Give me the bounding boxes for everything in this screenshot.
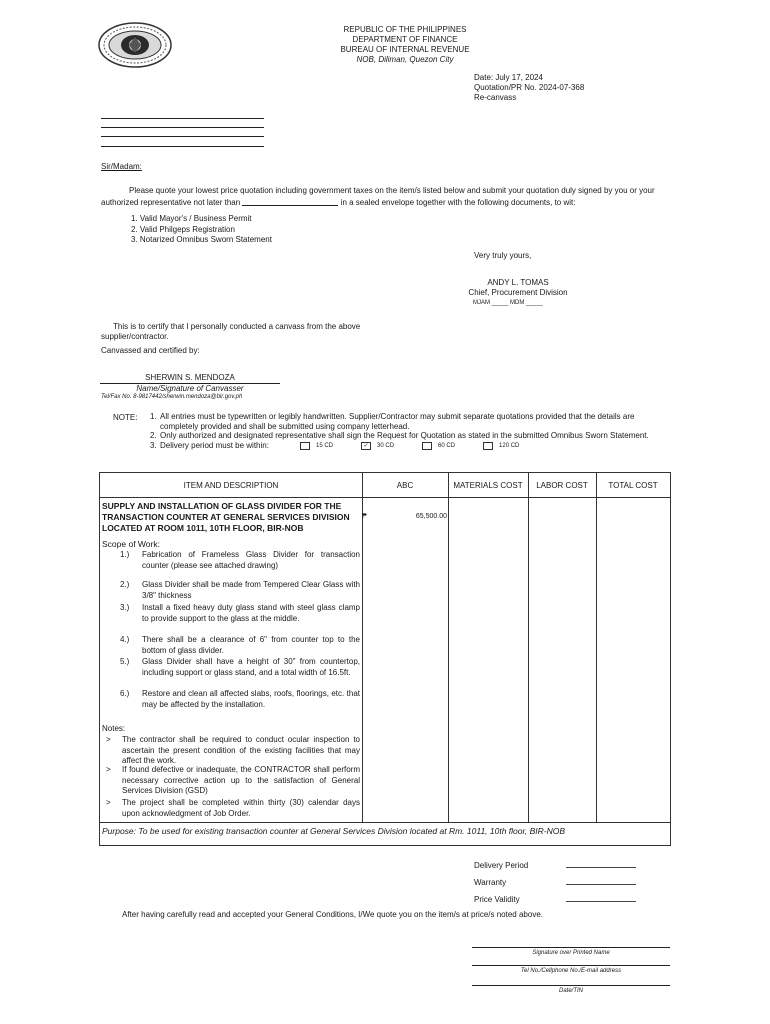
scope-text: Glass Divider shall have a height of 30" from countertop, including support or glass stand, and a total width of 16.5ft.	[142, 657, 360, 677]
scope-item	[120, 550, 360, 571]
term-label: Price Validity	[474, 895, 520, 904]
note-text: The project shall be completed within thirty (30) calendar days upon acknowledgment of Job Order.	[122, 798, 360, 818]
signatory-name: ANDY L. TOMAS	[487, 278, 549, 287]
term-label: Delivery Period	[474, 861, 529, 870]
peso-sign: ₱	[362, 513, 367, 520]
note-item	[150, 412, 670, 431]
header-labor-cost: LABOR COST	[536, 480, 588, 490]
table-notes-title: Notes:	[102, 724, 126, 733]
note-text: All entries must be typewritten or legibly handwritten. Supplier/Contractor may submit separate quotations provided that the details are completely provided and shall be submitted using company letterhead.	[160, 412, 635, 431]
salutation: Sir/Madam:	[101, 162, 142, 171]
initials-line: MJAM _____ MDM _____	[473, 300, 543, 306]
table-note	[106, 765, 360, 797]
note-text: The contractor shall be required to conduct ocular inspection to ascertain the present condition of the existing facilities that may affect the work.	[122, 735, 360, 765]
term-price-validity	[474, 891, 636, 908]
delivery-option-label: 60 CD	[438, 442, 456, 449]
note-bullet: >	[106, 765, 111, 774]
scope-text: Install a fixed heavy duty glass stand with steel glass clamp to provide support to the glass at the middle.	[142, 603, 360, 623]
column-divider	[448, 473, 449, 822]
signatory-block	[458, 278, 578, 298]
note-number: 2.	[150, 431, 157, 440]
scope-number: 5.)	[120, 657, 130, 666]
note-item	[150, 441, 670, 452]
acceptance-text: After having carefully read and accepted your General Conditions, I/We quote you on the item/s at price/s noted above.	[122, 910, 543, 919]
agency-header	[300, 25, 510, 65]
checkbox-icon[interactable]	[483, 442, 493, 450]
note-bullet: >	[106, 798, 111, 807]
column-divider	[362, 473, 363, 822]
canvass-status: Re-canvass	[474, 93, 517, 102]
addressee-line	[101, 146, 264, 147]
requirement-item: 1. Valid Mayor's / Business Permit	[131, 214, 252, 223]
term-warranty	[474, 874, 636, 891]
header-total-cost: TOTAL COST	[608, 480, 658, 490]
term-label: Warranty	[474, 878, 507, 887]
note-number: 1.	[150, 412, 157, 421]
purpose-divider	[100, 822, 670, 823]
delivery-option-30cd[interactable]	[361, 442, 394, 452]
delivery-options	[300, 442, 541, 452]
delivery-option-label: 120 CD	[499, 442, 520, 449]
column-divider	[528, 473, 529, 822]
note-label: NOTE:	[113, 413, 138, 422]
date-tin-label: Date/TIN	[558, 988, 583, 994]
addressee-line	[101, 127, 264, 128]
quotation-number: Quotation/PR No. 2024-07-368	[474, 83, 585, 92]
header-address: NOB, Diliman, Quezon City	[356, 55, 454, 64]
canvasser-contact: Tel/Fax No. 8-9817442/sherwin.mendoza@bir.gov.ph	[101, 394, 243, 400]
signature-label: Signature over Printed Name	[532, 950, 610, 956]
note-bullet: >	[106, 735, 111, 744]
header-department: DEPARTMENT OF FINANCE	[352, 35, 458, 44]
canvasser-name: SHERWIN S. MENDOZA	[145, 373, 235, 382]
checkbox-icon[interactable]	[300, 442, 310, 450]
note-text: If found defective or inadequate, the CONTRACTOR shall perform necessary corrective action up to the satisfaction of General Services Division (GSD)	[122, 765, 360, 795]
note-number: 3.	[150, 440, 157, 450]
scope-number: 6.)	[120, 689, 130, 698]
terms-block	[474, 857, 636, 908]
scope-item	[120, 603, 360, 624]
deadline-blank	[242, 197, 338, 206]
scope-title: Scope of Work:	[102, 539, 160, 549]
notes-list	[150, 412, 670, 451]
closing-text: Very truly yours,	[474, 251, 532, 260]
addressee-line	[101, 136, 264, 137]
delivery-period-field[interactable]	[566, 857, 636, 868]
canvasser-role: Name/Signature of Canvasser	[100, 383, 280, 394]
header-divider	[100, 497, 670, 498]
warranty-field[interactable]	[566, 874, 636, 885]
header-abc: ABC	[396, 480, 414, 490]
column-divider	[596, 473, 597, 822]
signatory-title: Chief, Procurement Division	[468, 288, 568, 297]
addressee-line	[101, 118, 264, 119]
delivery-option-15cd[interactable]	[300, 442, 333, 452]
price-validity-field[interactable]	[566, 891, 636, 902]
scope-text: Glass Divider shall be made from Tempered Clear Glass with 3/8" thickness	[142, 580, 360, 600]
scope-item	[120, 580, 360, 601]
table-note	[106, 798, 360, 819]
delivery-option-120cd[interactable]	[483, 442, 519, 452]
note-item	[150, 431, 670, 441]
table-note	[106, 735, 360, 767]
delivery-option-label: 30 CD	[377, 442, 395, 449]
scope-text: Fabrication of Frameless Glass Divider for transaction counter (please see attached drawing)	[142, 550, 360, 570]
date-tin-line[interactable]	[472, 985, 670, 986]
purpose-text: Purpose: To be used for existing transaction counter at General Services Division located at Rm. 1011, 10th floor, BIR-NOB	[102, 826, 566, 836]
canvassed-label: Canvassed and certified by:	[101, 346, 200, 355]
abc-value: 65,500.00	[415, 513, 447, 520]
header-materials-cost: MATERIALS COST	[453, 480, 523, 490]
canvasser-block	[100, 373, 280, 394]
scope-number: 1.)	[120, 550, 130, 559]
scope-item	[120, 689, 360, 710]
requirement-item: 2. Valid Philgeps Registration	[131, 224, 235, 234]
item-title: SUPPLY AND INSTALLATION OF GLASS DIVIDER FOR THE TRANSACTION COUNTER AT GENERAL SERVICES DIVISION LOCATED AT ROOM 1011, 10TH FLOOR, BIR-NOB	[102, 501, 350, 533]
document-date: Date: July 17, 2024	[474, 73, 543, 82]
contact-label: Tel No./Cellphone No./E-mail address	[520, 968, 622, 974]
certification-text	[101, 322, 371, 342]
note-text: Only authorized and designated representative shall sign the Request for Quotation as stated in the submitted Omnibus Sworn Statement.	[160, 431, 649, 440]
delivery-option-label: 15 CD	[316, 442, 334, 449]
note-text: Delivery period must be within:	[160, 440, 269, 450]
scope-text: There shall be a clearance of 6" from counter top to the bottom of glass divider.	[142, 635, 360, 655]
quotation-table	[99, 472, 671, 846]
header-item-description: ITEM AND DESCRIPTION	[183, 480, 279, 490]
requirement-item: 3. Notarized Omnibus Sworn Statement	[131, 235, 272, 244]
scope-text: Restore and clean all affected slabs, roofs, floorings, etc. that may be affected by the installation.	[142, 689, 360, 709]
delivery-option-60cd[interactable]	[422, 442, 455, 452]
document-meta	[474, 73, 584, 103]
request-paragraph	[101, 185, 671, 209]
scope-number: 3.)	[120, 603, 130, 612]
contact-line[interactable]	[472, 965, 670, 966]
term-delivery-period	[474, 857, 636, 874]
header-republic: REPUBLIC OF THE PHILIPPINES	[343, 25, 467, 34]
scope-item	[120, 657, 360, 678]
checkbox-checked-icon[interactable]: ✓	[361, 442, 371, 450]
bir-seal-logo	[98, 22, 172, 68]
header-bureau: BUREAU OF INTERNAL REVENUE	[340, 45, 470, 54]
checkbox-icon[interactable]	[422, 442, 432, 450]
requirements-list	[131, 214, 272, 246]
request-text-part2: in a sealed envelope together with the following documents, to wit:	[340, 198, 576, 207]
certification-statement: This is to certify that I personally conducted a canvass from the above supplier/contractor.	[101, 322, 361, 341]
scope-item	[120, 635, 360, 656]
request-text-part1: Please quote your lowest price quotation including government taxes on the item/s listed below and submit your quotation duly signed by you or your authorized representative not later than	[101, 186, 655, 207]
scope-number: 4.)	[120, 635, 130, 644]
scope-number: 2.)	[120, 580, 130, 589]
signature-line[interactable]	[472, 947, 670, 948]
